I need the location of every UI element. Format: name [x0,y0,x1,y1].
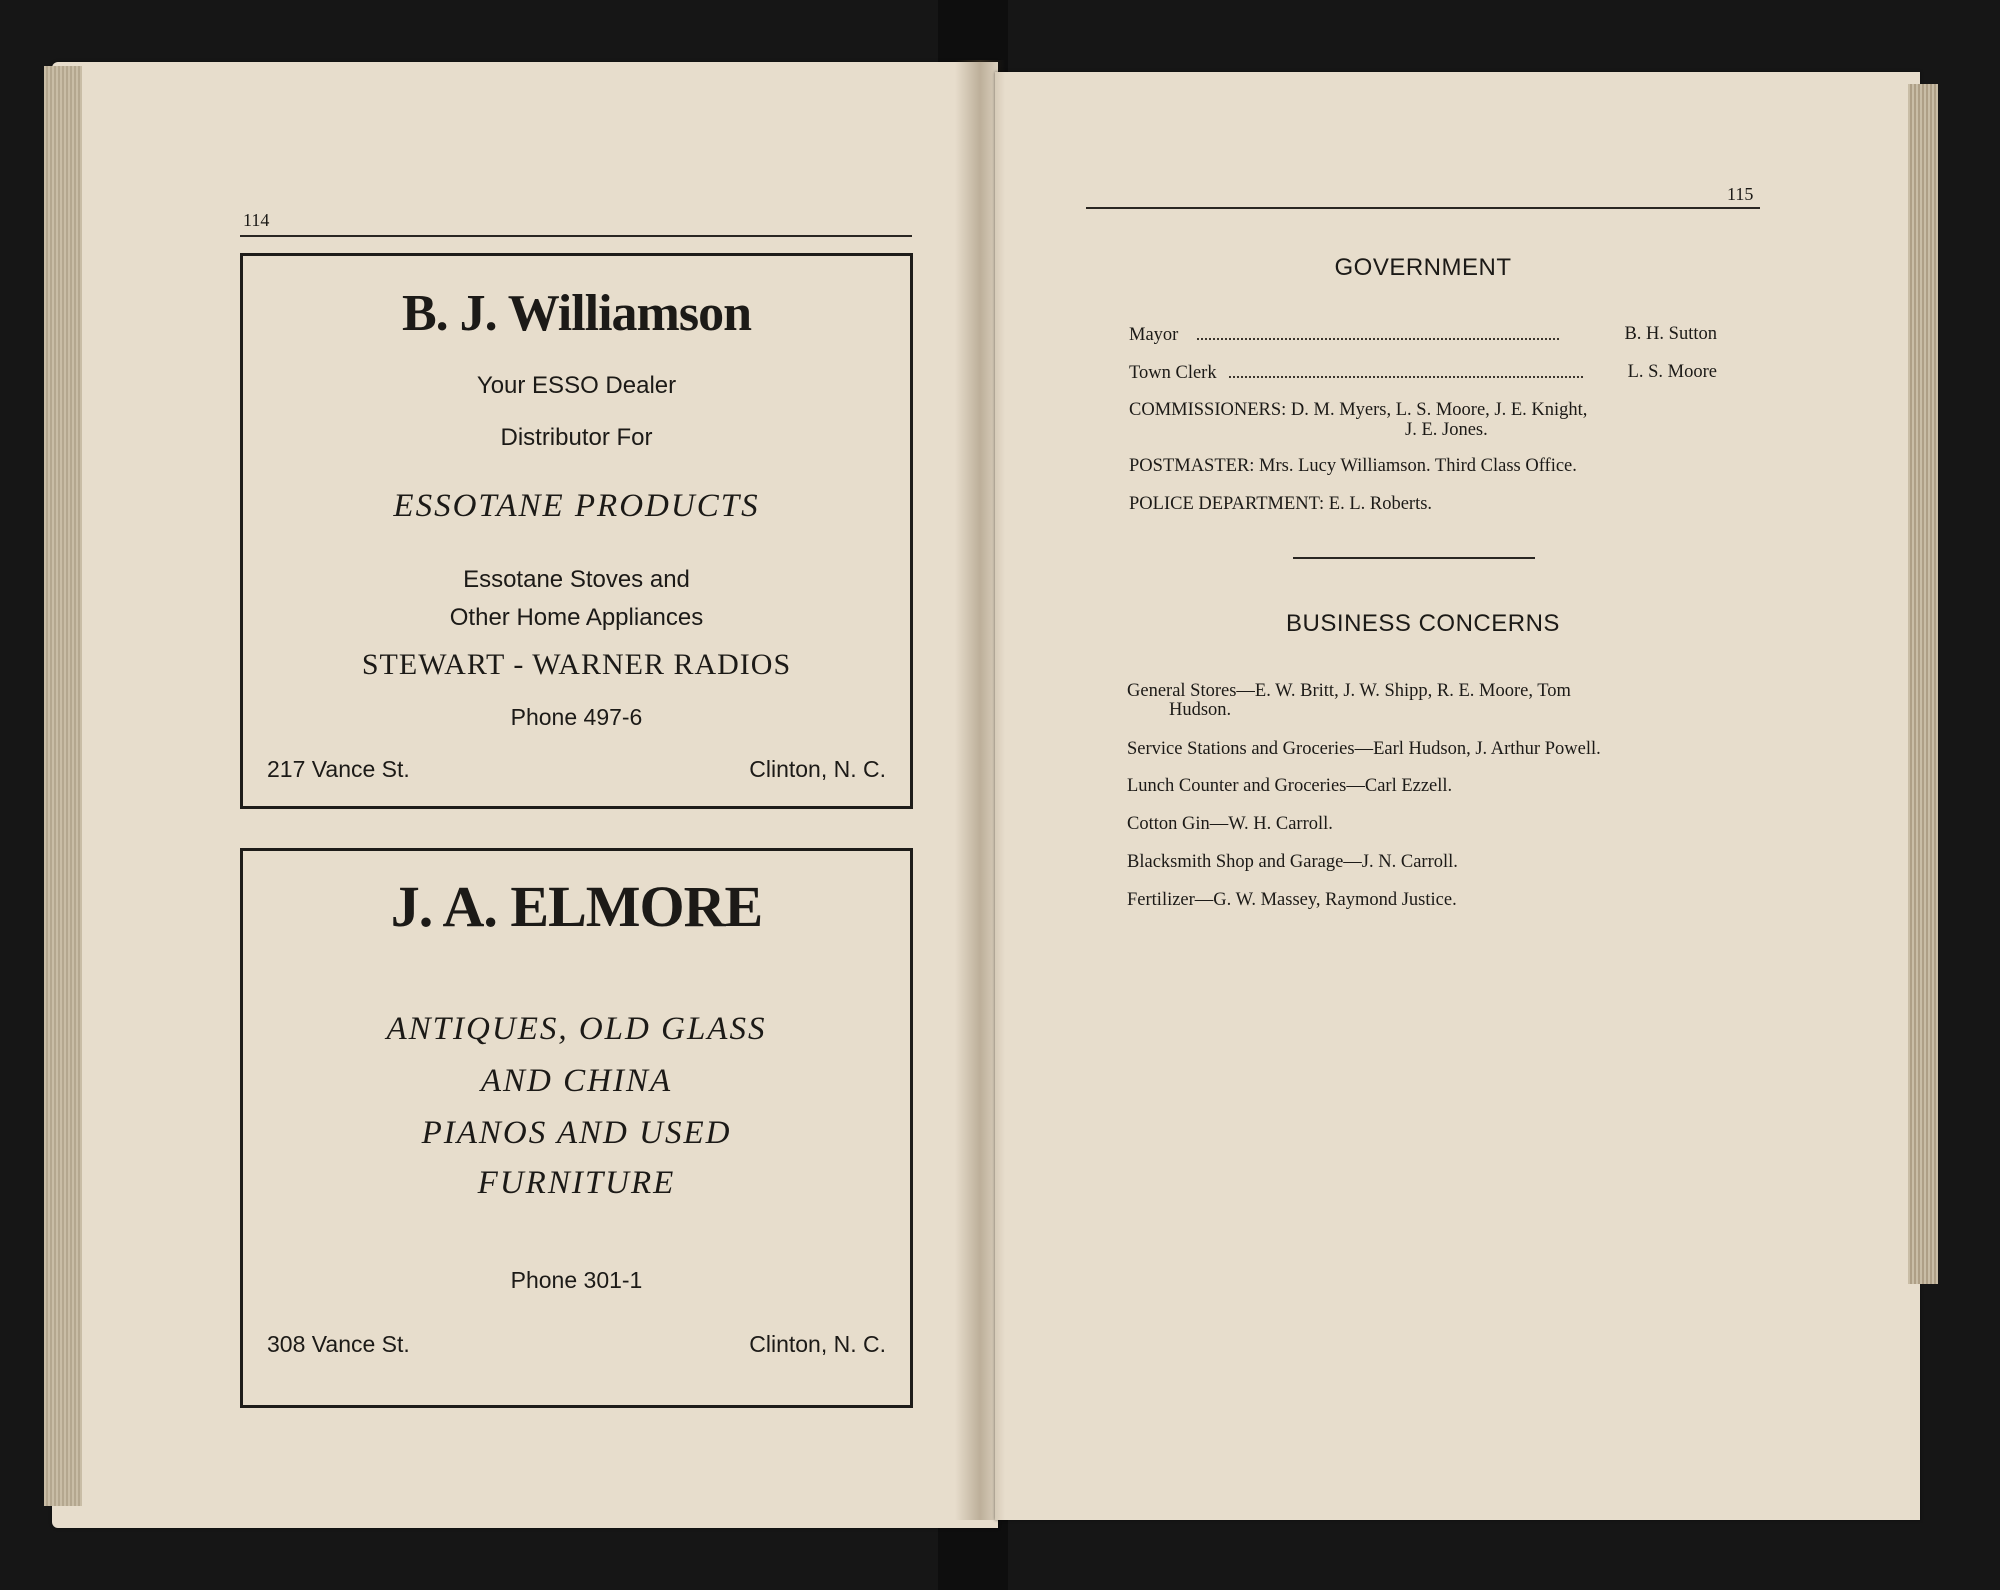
ad-elmore [240,848,913,1408]
business-service: Service Stations and Groceries—Earl Hudson, J. Arthur Powell. [1127,739,1601,759]
ad-phone: Phone 301-1 [510,1267,643,1293]
dot-leader [1197,324,1559,340]
ad-line: PIANOS AND USED [421,1115,732,1151]
section-divider [1293,557,1535,559]
dot-leader [1229,362,1583,378]
business-lunch: Lunch Counter and Groceries—Carl Ezzell. [1127,776,1453,796]
ad-line: AND CHINA [480,1063,673,1099]
ad-title: J. A. ELMORE [390,874,763,939]
page-number-left: 114 [243,210,270,230]
business-blacksmith: Blacksmith Shop and Garage—J. N. Carroll. [1127,852,1458,872]
postmaster-line: POSTMASTER: Mrs. Lucy Williamson. Third Class Office. [1129,456,1577,476]
header-rule-right [1086,207,1760,209]
ad-line: FURNITURE [477,1165,676,1201]
ad-city: Clinton, N. C. [749,1331,886,1357]
ad-line: ANTIQUES, OLD GLASS [386,1011,767,1047]
clerk-row [1129,362,1717,384]
police-line: POLICE DEPARTMENT: E. L. Roberts. [1129,494,1433,514]
ad-city: Clinton, N. C. [749,756,886,782]
government-heading: GOVERNMENT [1334,254,1512,281]
ad-address: 308 Vance St. [267,1331,410,1357]
clerk-label: Town Clerk [1129,363,1217,383]
ad-line: ESSOTANE PRODUCTS [393,488,760,524]
mayor-row [1129,324,1717,346]
business-cotton: Cotton Gin—W. H. Carroll. [1127,814,1333,834]
ad-address: 217 Vance St. [267,756,410,782]
ad-line: Distributor For [500,424,653,451]
business-heading: BUSINESS CONCERNS [1286,610,1560,637]
mayor-value: B. H. Sutton [1624,324,1717,344]
header-rule-left [240,235,912,237]
ad-line: STEWART - WARNER RADIOS [361,648,792,681]
book-gutter [955,60,1005,1520]
right-page-edges [1908,84,1938,1284]
business-fertilizer: Fertilizer—G. W. Massey, Raymond Justice. [1127,890,1457,910]
left-page-edges [44,66,82,1506]
page-number-right: 115 [1727,184,1754,204]
ad-phone: Phone 497-6 [510,704,643,730]
business-general-1: General Stores—E. W. Britt, J. W. Shipp, R. E. Moore, Tom [1127,681,1571,701]
commissioners-line-2: J. E. Jones. [1405,420,1488,440]
mayor-label: Mayor [1129,325,1179,345]
commissioners-line-1: COMMISSIONERS: D. M. Myers, L. S. Moore, J. E. Knight, [1129,400,1588,420]
ad-line: Essotane Stoves and [463,566,690,593]
business-general-2: Hudson. [1169,700,1232,720]
ad-title: B. J. Williamson [401,285,752,342]
ad-williamson [240,253,913,809]
clerk-value: L. S. Moore [1627,362,1717,382]
ad-line: Your ESSO Dealer [476,372,677,399]
ad-line: Other Home Appliances [449,604,704,631]
